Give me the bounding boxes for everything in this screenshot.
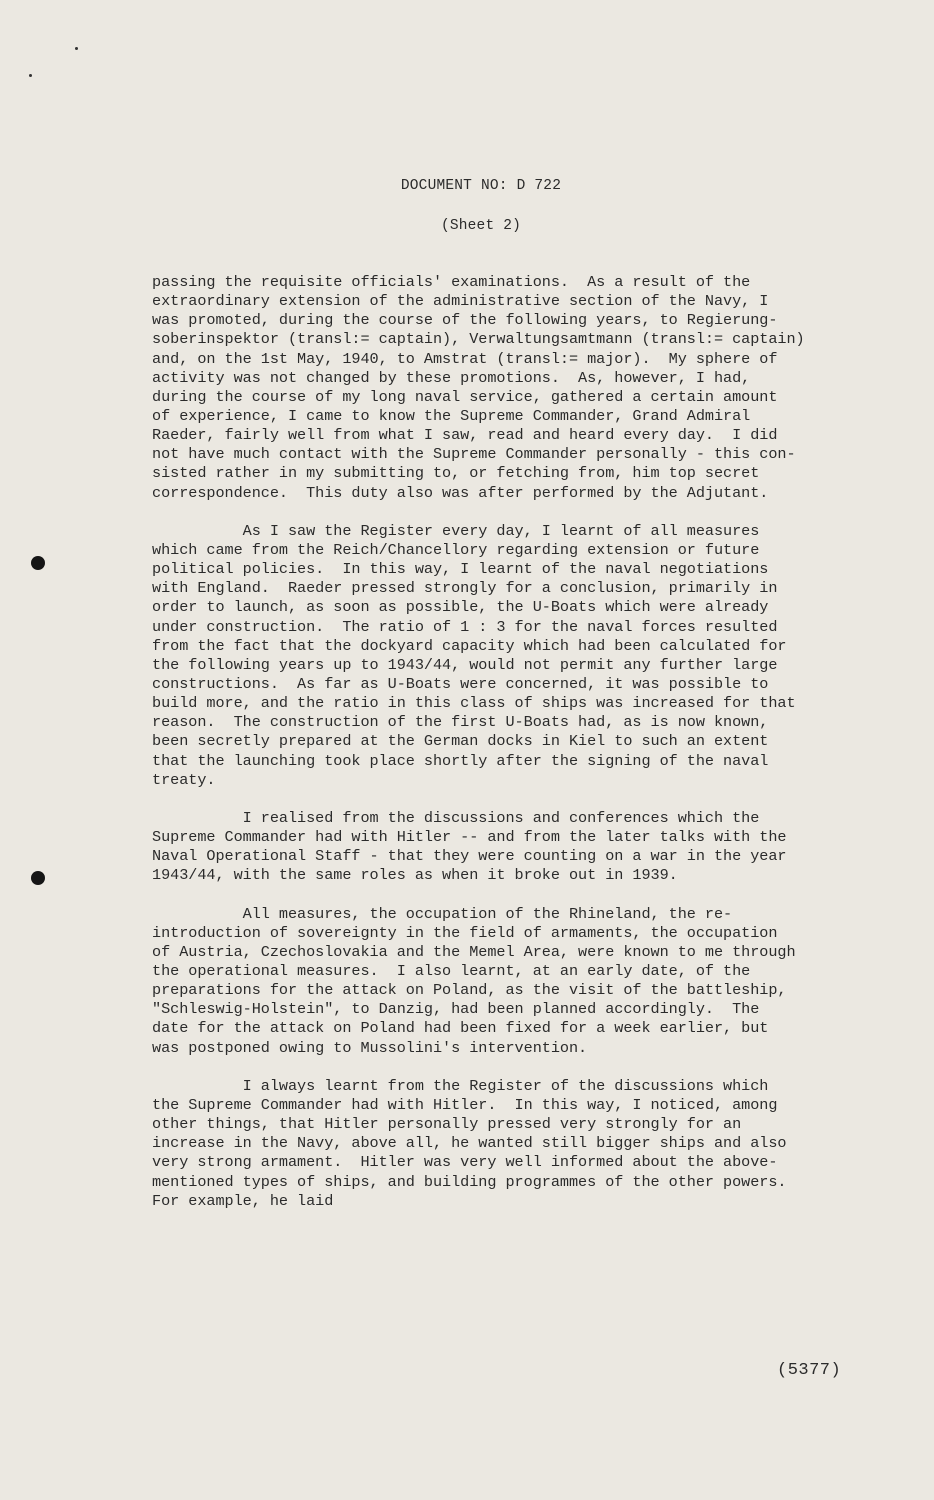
text-line: the Supreme Commander had with Hitler. In this way, I noticed, among [152,1096,778,1115]
document-number: DOCUMENT NO: D 722 [400,178,562,194]
paper-speck [75,47,78,50]
text-line: of experience, I came to know the Supreme Commander, Grand Admiral [152,406,751,425]
text-line: Supreme Commander had with Hitler -- and from the later talks with the [152,828,787,847]
text-line: mentioned types of ships, and building programmes of the other powers. [152,1172,787,1191]
text-line: which came from the Reich/Chancellory regarding extension or future [152,540,760,559]
text-line: other things, that Hitler personally pressed very strongly for an [152,1115,742,1134]
text-line: that the launching took place shortly after the signing of the naval [152,751,769,770]
text-line: not have much contact with the Supreme Commander personally - this con- [152,445,796,464]
text-line: correspondence. This duty also was after performed by the Adjutant. [152,483,769,502]
page-code: (5377) [777,1361,842,1380]
text-line: I realised from the discussions and conferences which the [152,808,760,827]
sheet-label: (Sheet 2) [440,218,522,234]
text-line: been secretly prepared at the German docks in Kiel to such an extent [152,732,769,751]
text-line: of Austria, Czechoslovakia and the Memel Area, were known to me through [152,942,796,961]
text-line: sisted rather in my submitting to, or fetching from, him top secret [152,464,760,483]
text-line: Raeder, fairly well from what I saw, read and heard every day. I did [152,426,778,445]
text-line: I always learnt from the Register of the discussions which [152,1076,769,1095]
paragraph [152,809,852,886]
document-body [152,273,852,1230]
paragraph [152,1077,852,1211]
text-line: reason. The construction of the first U-Boats had, as is now known, [152,713,769,732]
text-line: "Schleswig-Holstein", to Danzig, had been planned accordingly. The [152,1000,760,1019]
text-line: constructions. As far as U-Boats were concerned, it was possible to [152,674,769,693]
text-line: order to launch, as soon as possible, the U-Boats which were already [152,598,769,617]
text-line: was postponed owing to Mussolini's intervention. [152,1038,588,1057]
text-line: extraordinary extension of the administrative section of the Navy, I [152,292,769,311]
text-line: the operational measures. I also learnt, at an early date, of the [152,962,751,981]
text-line: passing the requisite officials' examinations. As a result of the [152,273,751,291]
punch-hole-top [31,556,45,570]
text-line: treaty. [152,770,216,789]
text-line: and, on the 1st May, 1940, to Amstrat (transl:= major). My sphere of [152,349,778,368]
text-line: As I saw the Register every day, I learnt of all measures [152,521,760,540]
text-line: activity was not changed by these promotions. As, however, I had, [152,368,751,387]
paper-speck [29,74,32,77]
text-line: soberinspektor (transl:= captain), Verwaltungsamtmann (transl:= captain) [152,330,805,349]
text-line: political policies. In this way, I learnt of the naval negotiations [152,560,769,579]
text-line: Naval Operational Staff - that they were counting on a war in the year [152,847,787,866]
text-line: introduction of sovereignty in the field of armaments, the occupation [152,923,778,942]
punch-hole-bottom [31,871,45,885]
text-line: with England. Raeder pressed strongly for a conclusion, primarily in [152,579,778,598]
text-line: increase in the Navy, above all, he wanted still bigger ships and also [152,1134,787,1153]
text-line: date for the attack on Poland had been fixed for a week earlier, but [152,1019,769,1038]
paragraph [152,273,852,503]
text-line: preparations for the attack on Poland, as the visit of the battleship, [152,981,787,1000]
paragraph [152,522,852,790]
text-line: the following years up to 1943/44, would not permit any further large [152,655,778,674]
paragraph [152,905,852,1058]
text-line: during the course of my long naval service, gathered a certain amount [152,387,778,406]
text-line: very strong armament. Hitler was very well informed about the above- [152,1153,778,1172]
text-line: was promoted, during the course of the following years, to Regierung- [152,311,778,330]
text-line: build more, and the ratio in this class of ships was increased for that [152,694,796,713]
text-line: For example, he laid [152,1191,334,1210]
text-line: 1943/44, with the same roles as when it broke out in 1939. [152,866,678,885]
text-line: from the fact that the dockyard capacity which had been calculated for [152,636,787,655]
text-line: All measures, the occupation of the Rhineland, the re- [152,904,733,923]
text-line: under construction. The ratio of 1 : 3 for the naval forces resulted [152,617,778,636]
